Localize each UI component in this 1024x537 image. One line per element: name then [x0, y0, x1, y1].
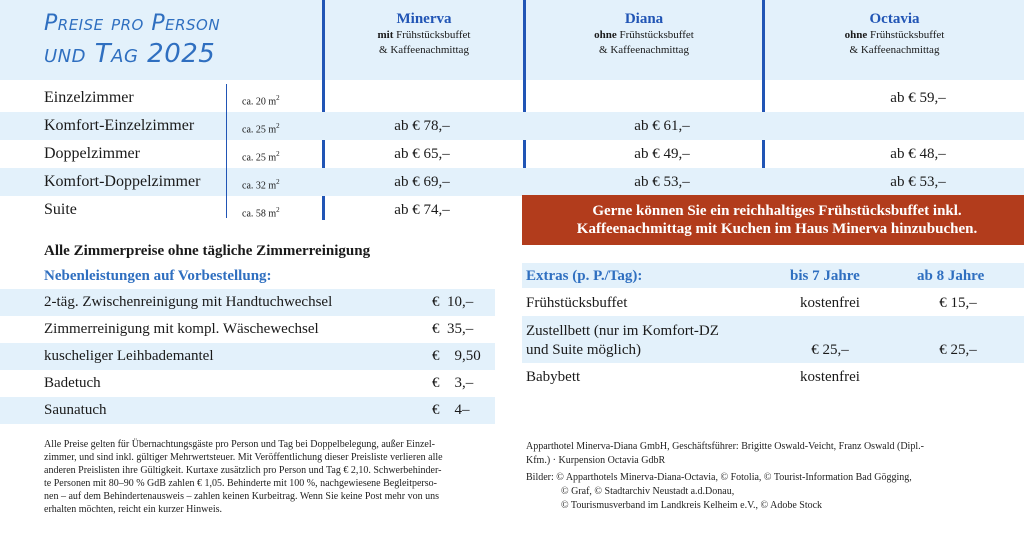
price-diana: ab € 53,–: [634, 174, 690, 190]
hotel-name: Minerva: [396, 11, 452, 27]
hotel-header-diana: [526, 10, 762, 58]
no-cleaning-note: Alle Zimmerpreise ohne tägliche Zimmerreinigung: [44, 243, 371, 259]
room-name: Doppelzimmer: [44, 145, 140, 162]
room-name: Komfort-Doppelzimmer: [44, 173, 201, 190]
room-size: [242, 196, 280, 228]
service-price: € 35,–: [432, 321, 474, 337]
price-octavia: ab € 53,–: [890, 174, 946, 190]
room-size-unit-sup: 2: [276, 150, 280, 158]
title-line-2: und Tag 2025: [44, 39, 216, 69]
room-size-value: ca. 20 m: [242, 96, 277, 108]
price-minerva: ab € 74,–: [394, 202, 450, 218]
room-name: Einzelzimmer: [44, 89, 134, 106]
room-size-unit-sup: 2: [276, 94, 280, 102]
footnote-line: Alle Preise gelten für Übernachtungsgäste pro Person und Tag bei Doppelbelegung, außer Einzel-: [44, 439, 435, 450]
imprint-company-line: Kfm.) · Kurpension Octavia GdbR: [526, 455, 666, 466]
price-diana: ab € 61,–: [634, 118, 690, 134]
banner-line-1: Gerne können Sie ein reichhaltiges Frühstücksbuffet inkl.: [592, 203, 962, 219]
room-size-value: ca. 25 m: [242, 152, 277, 164]
service-label: 2-täg. Zwischenreinigung mit Handtuchwechsel: [44, 294, 333, 310]
room-size-value: ca. 58 m: [242, 208, 277, 220]
room-name: Suite: [44, 201, 77, 218]
room-size-unit-sup: 2: [276, 122, 280, 130]
extras-child-price: kostenfrei: [800, 295, 860, 311]
banner-line-2: Kaffeenachmittag mit Kuchen im Haus Minerva hinzubuchen.: [576, 221, 978, 237]
page-title: [44, 8, 314, 70]
price-octavia: ab € 48,–: [890, 146, 946, 162]
hotel-header-minerva: [325, 10, 523, 58]
extras-adult-price: € 25,–: [939, 342, 977, 358]
service-price: € 10,–: [432, 294, 474, 310]
footnote-line: zimmer, und sind inkl. gültiger Mehrwertsteuer. Mit Veröffentlichung dieser Preisliste verlieren alle: [44, 452, 443, 463]
room-size-value: ca. 25 m: [242, 124, 277, 136]
services-heading: Nebenleistungen auf Vorbestellung:: [44, 268, 272, 284]
extras-child-price: kostenfrei: [800, 369, 860, 385]
service-price: € 3,–: [432, 375, 474, 391]
hotel-sub-line-2: & Kaffeenachmittag: [599, 44, 689, 56]
room-size-unit-sup: 2: [276, 178, 280, 186]
footnote-line: te Personen mit 80–90 % GdB zahlen € 1,05. Behinderte mit 100 %, nachgewiesene Begleitperso-: [44, 478, 437, 489]
extras-label: Frühstücksbuffet: [526, 295, 628, 311]
service-label: Badetuch: [44, 375, 101, 391]
hotel-sub-line: [765, 28, 1024, 43]
price-footnote: [44, 438, 494, 516]
hotel-sub-line-2: & Kaffeenachmittag: [849, 44, 940, 56]
footnote-line: anderen Preislisten ihre Gültigkeit. Kurtaxe zusätzlich pro Person und Tag € 2,10. Schwerbehinder-: [44, 465, 442, 476]
imprint-credits-line: Bilder: © Apparthotels Minerva-Diana-Octavia, © Fotolia, © Tourist-Information Bad Gögging,: [526, 472, 912, 483]
size-column-divider: [226, 84, 227, 218]
extras-col-head-child: bis 7 Jahre: [790, 268, 860, 284]
room-size-value: ca. 32 m: [242, 180, 277, 192]
service-price: € 4–: [432, 402, 470, 418]
title-line-1: Preise pro Person: [44, 11, 221, 36]
room-name: Komfort-Einzelzimmer: [44, 117, 195, 134]
hotel-sub-bold: ohne: [844, 29, 868, 41]
extras-row-band: [522, 363, 1024, 391]
imprint-credits-line: © Tourismusverband im Landkreis Kelheim e.V., © Adobe Stock: [561, 500, 823, 511]
hotel-sub-rest: Frühstücksbuffet: [619, 29, 694, 41]
service-price: € 9,50: [432, 348, 481, 364]
extras-child-price: € 25,–: [811, 342, 849, 358]
hotel-name: Diana: [624, 11, 664, 27]
footnote-line: nen – auf dem Behindertenausweis – zahlen keinen Kurbeitrag. Wenn Sie keine Post mehr von uns: [44, 491, 440, 502]
imprint-credits-line: © Graf, © Stadtarchiv Neustadt a.d.Donau,: [561, 486, 735, 497]
service-label: Saunatuch: [44, 402, 107, 418]
price-octavia: ab € 59,–: [890, 90, 946, 106]
hotel-sub-line: [325, 28, 523, 43]
hotel-sub-bold: ohne: [594, 29, 617, 41]
extras-col-head-adult: ab 8 Jahre: [917, 268, 985, 284]
footnote-line: erhalten möchten, reicht ein kurzer Hinweis.: [44, 504, 222, 515]
price-minerva: ab € 78,–: [394, 118, 450, 134]
extras-label-line-2: und Suite möglich): [526, 342, 641, 358]
hotel-sub-rest: Frühstücksbuffet: [396, 29, 471, 41]
price-minerva: ab € 69,–: [394, 174, 450, 190]
room-size-unit-sup: 2: [276, 206, 280, 214]
upsell-banner: [522, 195, 1024, 245]
extras-heading: Extras (p. P./Tag):: [526, 268, 643, 284]
imprint: [526, 440, 1021, 513]
extras-adult-price: € 15,–: [939, 295, 977, 311]
price-diana: ab € 49,–: [634, 146, 690, 162]
hotel-name: Octavia: [869, 11, 920, 27]
price-minerva: ab € 65,–: [394, 146, 450, 162]
extras-label: Zustellbett (nur im Komfort-DZ: [526, 323, 719, 339]
hotel-sub-line-2: & Kaffeenachmittag: [379, 44, 469, 56]
hotel-sub-rest: Frühstücksbuffet: [870, 29, 945, 41]
service-label: kuscheliger Leihbademantel: [44, 348, 214, 364]
hotel-header-octavia: [765, 10, 1024, 58]
hotel-sub-bold: mit: [377, 29, 394, 41]
imprint-company-line: Apparthotel Minerva-Diana GmbH, Geschäftsführer: Brigitte Oswald-Veicht, Franz Oswald (Dipl.-: [526, 441, 924, 452]
service-label: Zimmerreinigung mit kompl. Wäschewechsel: [44, 321, 319, 337]
extras-label: Babybett: [526, 369, 581, 385]
hotel-sub-line: [526, 28, 762, 43]
